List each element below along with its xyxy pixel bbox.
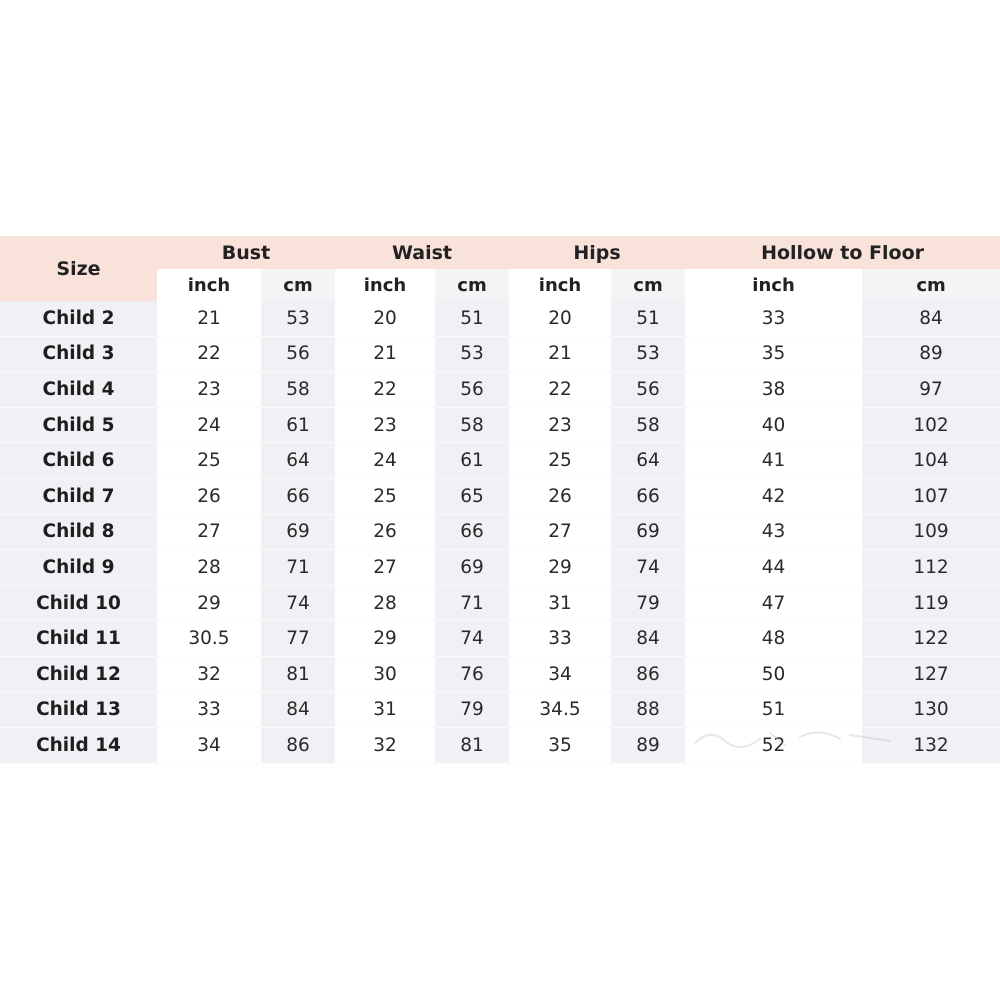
measurement-cell: 26 — [157, 478, 261, 514]
hips-header: Hips — [509, 236, 685, 269]
measurement-cell: 65 — [435, 478, 509, 514]
measurement-cell: 77 — [261, 621, 335, 657]
measurement-cell: 32 — [157, 656, 261, 692]
measurement-cell: 71 — [435, 585, 509, 621]
measurement-cell: 58 — [435, 407, 509, 443]
size-label: Child 3 — [0, 336, 157, 372]
size-label: Child 2 — [0, 301, 157, 336]
measurement-cell: 24 — [335, 443, 435, 479]
measurement-cell: 81 — [261, 656, 335, 692]
measurement-cell: 109 — [862, 514, 1000, 550]
measurement-cell: 21 — [157, 301, 261, 336]
measurement-cell: 89 — [611, 728, 685, 764]
measurement-cell: 35 — [509, 728, 611, 764]
measurement-cell: 34 — [157, 728, 261, 764]
measurement-cell: 84 — [611, 621, 685, 657]
measurement-cell: 31 — [509, 585, 611, 621]
table-row — [0, 478, 1000, 514]
measurement-cell: 79 — [611, 585, 685, 621]
measurement-cell: 61 — [435, 443, 509, 479]
unit-header: cm — [435, 269, 509, 301]
table-row — [0, 550, 1000, 586]
measurement-cell: 48 — [685, 621, 862, 657]
measurement-cell: 86 — [261, 728, 335, 764]
measurement-cell: 34 — [509, 656, 611, 692]
measurement-cell: 25 — [509, 443, 611, 479]
measurement-cell: 56 — [611, 372, 685, 408]
measurement-cell: 23 — [335, 407, 435, 443]
measurement-cell: 76 — [435, 656, 509, 692]
measurement-cell: 38 — [685, 372, 862, 408]
measurement-cell: 71 — [261, 550, 335, 586]
unit-header: cm — [862, 269, 1000, 301]
measurement-cell: 23 — [509, 407, 611, 443]
size-table-body — [0, 301, 1000, 763]
measurement-cell: 88 — [611, 692, 685, 728]
size-column-header: Size — [0, 236, 157, 301]
measurement-cell: 69 — [435, 550, 509, 586]
measurement-cell: 69 — [611, 514, 685, 550]
unit-header: cm — [611, 269, 685, 301]
measurement-cell: 58 — [261, 372, 335, 408]
unit-header: inch — [509, 269, 611, 301]
measurement-cell: 29 — [157, 585, 261, 621]
measurement-cell: 27 — [157, 514, 261, 550]
measurement-cell: 74 — [435, 621, 509, 657]
measurement-cell: 26 — [509, 478, 611, 514]
measurement-cell: 35 — [685, 336, 862, 372]
measurement-cell: 56 — [261, 336, 335, 372]
table-row — [0, 585, 1000, 621]
table-row — [0, 407, 1000, 443]
measurement-cell: 66 — [611, 478, 685, 514]
size-label: Child 14 — [0, 728, 157, 764]
measurement-cell: 69 — [261, 514, 335, 550]
measurement-cell: 53 — [611, 336, 685, 372]
measurement-cell: 22 — [509, 372, 611, 408]
measurement-cell: 40 — [685, 407, 862, 443]
table-row — [0, 372, 1000, 408]
measurement-cell: 26 — [335, 514, 435, 550]
hollow-to-floor-header: Hollow to Floor — [685, 236, 1000, 269]
measurement-cell: 28 — [335, 585, 435, 621]
unit-header: inch — [685, 269, 862, 301]
table-row — [0, 621, 1000, 657]
measurement-cell: 33 — [685, 301, 862, 336]
measurement-cell: 56 — [435, 372, 509, 408]
measurement-cell: 119 — [862, 585, 1000, 621]
unit-header: cm — [261, 269, 335, 301]
measurement-cell: 58 — [611, 407, 685, 443]
watermark-logo — [690, 723, 900, 753]
table-row — [0, 656, 1000, 692]
measurement-cell: 47 — [685, 585, 862, 621]
measurement-cell: 27 — [335, 550, 435, 586]
measurement-cell: 28 — [157, 550, 261, 586]
size-label: Child 10 — [0, 585, 157, 621]
size-label: Child 8 — [0, 514, 157, 550]
measurement-cell: 53 — [435, 336, 509, 372]
measurement-cell: 51 — [435, 301, 509, 336]
measurement-cell: 89 — [862, 336, 1000, 372]
measurement-cell: 22 — [335, 372, 435, 408]
measurement-cell: 81 — [435, 728, 509, 764]
measurement-cell: 61 — [261, 407, 335, 443]
size-label: Child 13 — [0, 692, 157, 728]
measurement-cell: 42 — [685, 478, 862, 514]
measurement-cell: 51 — [685, 692, 862, 728]
measurement-cell: 50 — [685, 656, 862, 692]
table-row — [0, 514, 1000, 550]
measurement-cell: 21 — [509, 336, 611, 372]
measurement-cell: 66 — [435, 514, 509, 550]
measurement-cell: 33 — [157, 692, 261, 728]
measurement-cell: 112 — [862, 550, 1000, 586]
measurement-cell: 30.5 — [157, 621, 261, 657]
measurement-cell: 86 — [611, 656, 685, 692]
size-label: Child 9 — [0, 550, 157, 586]
measurement-cell: 97 — [862, 372, 1000, 408]
measurement-cell: 132 — [862, 728, 1000, 764]
unit-header: inch — [335, 269, 435, 301]
size-chart-table — [0, 236, 1000, 764]
measurement-cell: 43 — [685, 514, 862, 550]
measurement-cell: 29 — [335, 621, 435, 657]
measurement-cell: 64 — [261, 443, 335, 479]
measurement-cell: 20 — [509, 301, 611, 336]
measurement-cell: 30 — [335, 656, 435, 692]
unit-header: inch — [157, 269, 261, 301]
measurement-cell: 33 — [509, 621, 611, 657]
measurement-cell: 44 — [685, 550, 862, 586]
bust-header: Bust — [157, 236, 335, 269]
measurement-cell: 107 — [862, 478, 1000, 514]
table-row — [0, 301, 1000, 336]
size-label: Child 11 — [0, 621, 157, 657]
measurement-cell: 22 — [157, 336, 261, 372]
measurement-cell: 31 — [335, 692, 435, 728]
measurement-cell: 74 — [261, 585, 335, 621]
measurement-cell: 53 — [261, 301, 335, 336]
size-label: Child 12 — [0, 656, 157, 692]
table-row — [0, 443, 1000, 479]
measurement-cell: 74 — [611, 550, 685, 586]
size-label: Child 5 — [0, 407, 157, 443]
measurement-cell: 122 — [862, 621, 1000, 657]
measurement-cell: 51 — [611, 301, 685, 336]
waist-header: Waist — [335, 236, 509, 269]
size-label: Child 4 — [0, 372, 157, 408]
measurement-cell: 127 — [862, 656, 1000, 692]
measurement-cell: 32 — [335, 728, 435, 764]
measurement-cell: 25 — [335, 478, 435, 514]
measurement-cell: 25 — [157, 443, 261, 479]
measurement-cell: 24 — [157, 407, 261, 443]
measurement-cell: 21 — [335, 336, 435, 372]
measurement-cell: 66 — [261, 478, 335, 514]
size-label: Child 6 — [0, 443, 157, 479]
measurement-cell: 52 — [685, 728, 862, 764]
size-label: Child 7 — [0, 478, 157, 514]
measurement-cell: 41 — [685, 443, 862, 479]
measurement-cell: 84 — [862, 301, 1000, 336]
table-row — [0, 336, 1000, 372]
measurement-cell: 102 — [862, 407, 1000, 443]
group-header-row — [0, 236, 1000, 269]
measurement-cell: 79 — [435, 692, 509, 728]
measurement-cell: 34.5 — [509, 692, 611, 728]
measurement-cell: 20 — [335, 301, 435, 336]
measurement-cell: 84 — [261, 692, 335, 728]
measurement-cell: 23 — [157, 372, 261, 408]
measurement-cell: 104 — [862, 443, 1000, 479]
measurement-cell: 27 — [509, 514, 611, 550]
measurement-cell: 64 — [611, 443, 685, 479]
measurement-cell: 29 — [509, 550, 611, 586]
measurement-cell: 130 — [862, 692, 1000, 728]
